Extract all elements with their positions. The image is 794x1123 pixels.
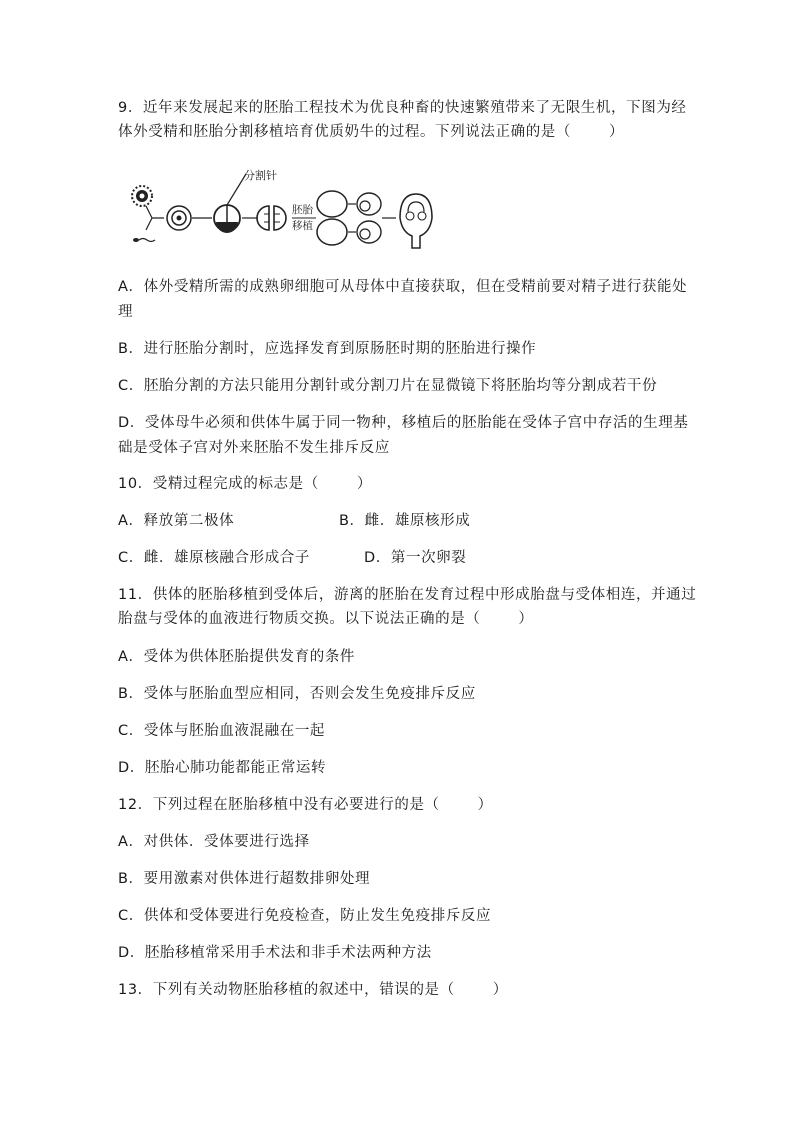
split-embryo-halves-icon bbox=[257, 206, 286, 230]
q13-stem-text: 13．下列有关动物胚胎移植的叙述中，错误的是（ bbox=[118, 982, 455, 998]
label-transplant-2: 移植 bbox=[292, 220, 313, 232]
q9-option-b[interactable]: B．进行胚胎分割时，应选择发育到原肠胚时期的胚胎进行操作 bbox=[118, 341, 537, 357]
q9-stem-line2 bbox=[118, 122, 624, 142]
q12-option-a[interactable]: A．对供体．受体要进行选择 bbox=[118, 834, 310, 850]
q11-stem-line2 bbox=[118, 609, 534, 629]
q12-option-c[interactable]: C．供体和受体要进行免疫检查，防止发生免疫排斥反应 bbox=[118, 908, 492, 924]
q9-option-d-line1[interactable]: D．受体母牛必须和供体牛属于同一物种，移植后的胚胎能在受体子宫中存活的生理基 bbox=[118, 415, 689, 431]
q11-option-a[interactable]: A．受体为供体胚胎提供发育的条件 bbox=[118, 649, 356, 665]
sperm-icon bbox=[133, 238, 155, 242]
q9-stem-line1: 9．近年来发展起来的胚胎工程技术为优良种畜的快速繁殖带来了无限生机，下图为经 bbox=[118, 100, 687, 116]
label-splitting-needle: 分割针 bbox=[244, 169, 277, 182]
q12-stem-text: 12．下列过程在胚胎移植中没有必要进行的是（ bbox=[118, 797, 440, 813]
q12-stem bbox=[118, 795, 493, 815]
q9-option-a-line2[interactable]: 理 bbox=[118, 304, 134, 320]
implanted-embryos-icon bbox=[357, 193, 381, 243]
q11-stem-text: 胎盘与受体的血液进行物质交换。以下说法正确的是（ bbox=[118, 611, 481, 627]
q13-stem bbox=[118, 980, 508, 1000]
q9-option-d-line2[interactable]: 础是受体子宫对外来胚胎不发生排斥反应 bbox=[118, 440, 390, 456]
q11-stem-line1: 11．供体的胚胎移植到受体后，游离的胚胎在发育过程中形成胎盘与受体相连，并通过 bbox=[118, 587, 697, 603]
uterus-icon bbox=[400, 194, 432, 248]
q9-stem-text: 体外受精和胚胎分割移植培育优质奶牛的过程。下列说法正确的是（ bbox=[118, 124, 571, 140]
blastocyst-icon bbox=[214, 205, 240, 233]
q10-option-c[interactable]: C．雌．雄原核融合形成合子 bbox=[118, 550, 310, 566]
zygote-icon bbox=[167, 206, 191, 230]
label-transplant-1: 胚胎 bbox=[292, 204, 313, 216]
fertilization-connector bbox=[146, 206, 164, 230]
q11-stem-close: ） bbox=[518, 611, 534, 627]
q10-stem-text: 10．受精过程完成的标志是（ bbox=[118, 476, 319, 492]
q11-option-d[interactable]: D．胚胎心肺功能都能正常运转 bbox=[118, 760, 327, 776]
q10-stem bbox=[118, 474, 372, 494]
q11-option-c[interactable]: C．受体与胚胎血液混融在一起 bbox=[118, 723, 326, 739]
q12-option-d[interactable]: D．胚胎移植常采用手术法和非手术法两种方法 bbox=[118, 945, 432, 961]
q10-stem-close: ） bbox=[356, 476, 372, 492]
q9-stem-close: ） bbox=[609, 124, 625, 140]
q12-option-b[interactable]: B．要用激素对供体进行超数排卵处理 bbox=[118, 871, 371, 887]
egg-cell-icon bbox=[132, 186, 152, 206]
q12-stem-close: ） bbox=[477, 797, 493, 813]
q9-option-a-line1[interactable]: A．体外受精所需的成熟卵细胞可从母体中直接获取，但在受精前要对精子进行获能处 bbox=[118, 279, 688, 295]
q10-option-d[interactable]: D．第一次卵裂 bbox=[364, 550, 467, 566]
embryo-transfer-figure bbox=[124, 166, 444, 252]
q10-option-a[interactable]: A．释放第二极体 bbox=[118, 513, 235, 529]
q9-option-c[interactable]: C．胚胎分割的方法只能用分割针或分割刀片在显微镜下将胚胎均等分割成若干份 bbox=[118, 378, 658, 394]
q11-option-b[interactable]: B．受体与胚胎血型应相同，否则会发生免疫排斥反应 bbox=[118, 686, 476, 702]
twin-embryos-icon bbox=[317, 191, 347, 245]
q10-option-b[interactable]: B．雌．雄原核形成 bbox=[339, 513, 471, 529]
q13-stem-close: ） bbox=[492, 982, 508, 998]
